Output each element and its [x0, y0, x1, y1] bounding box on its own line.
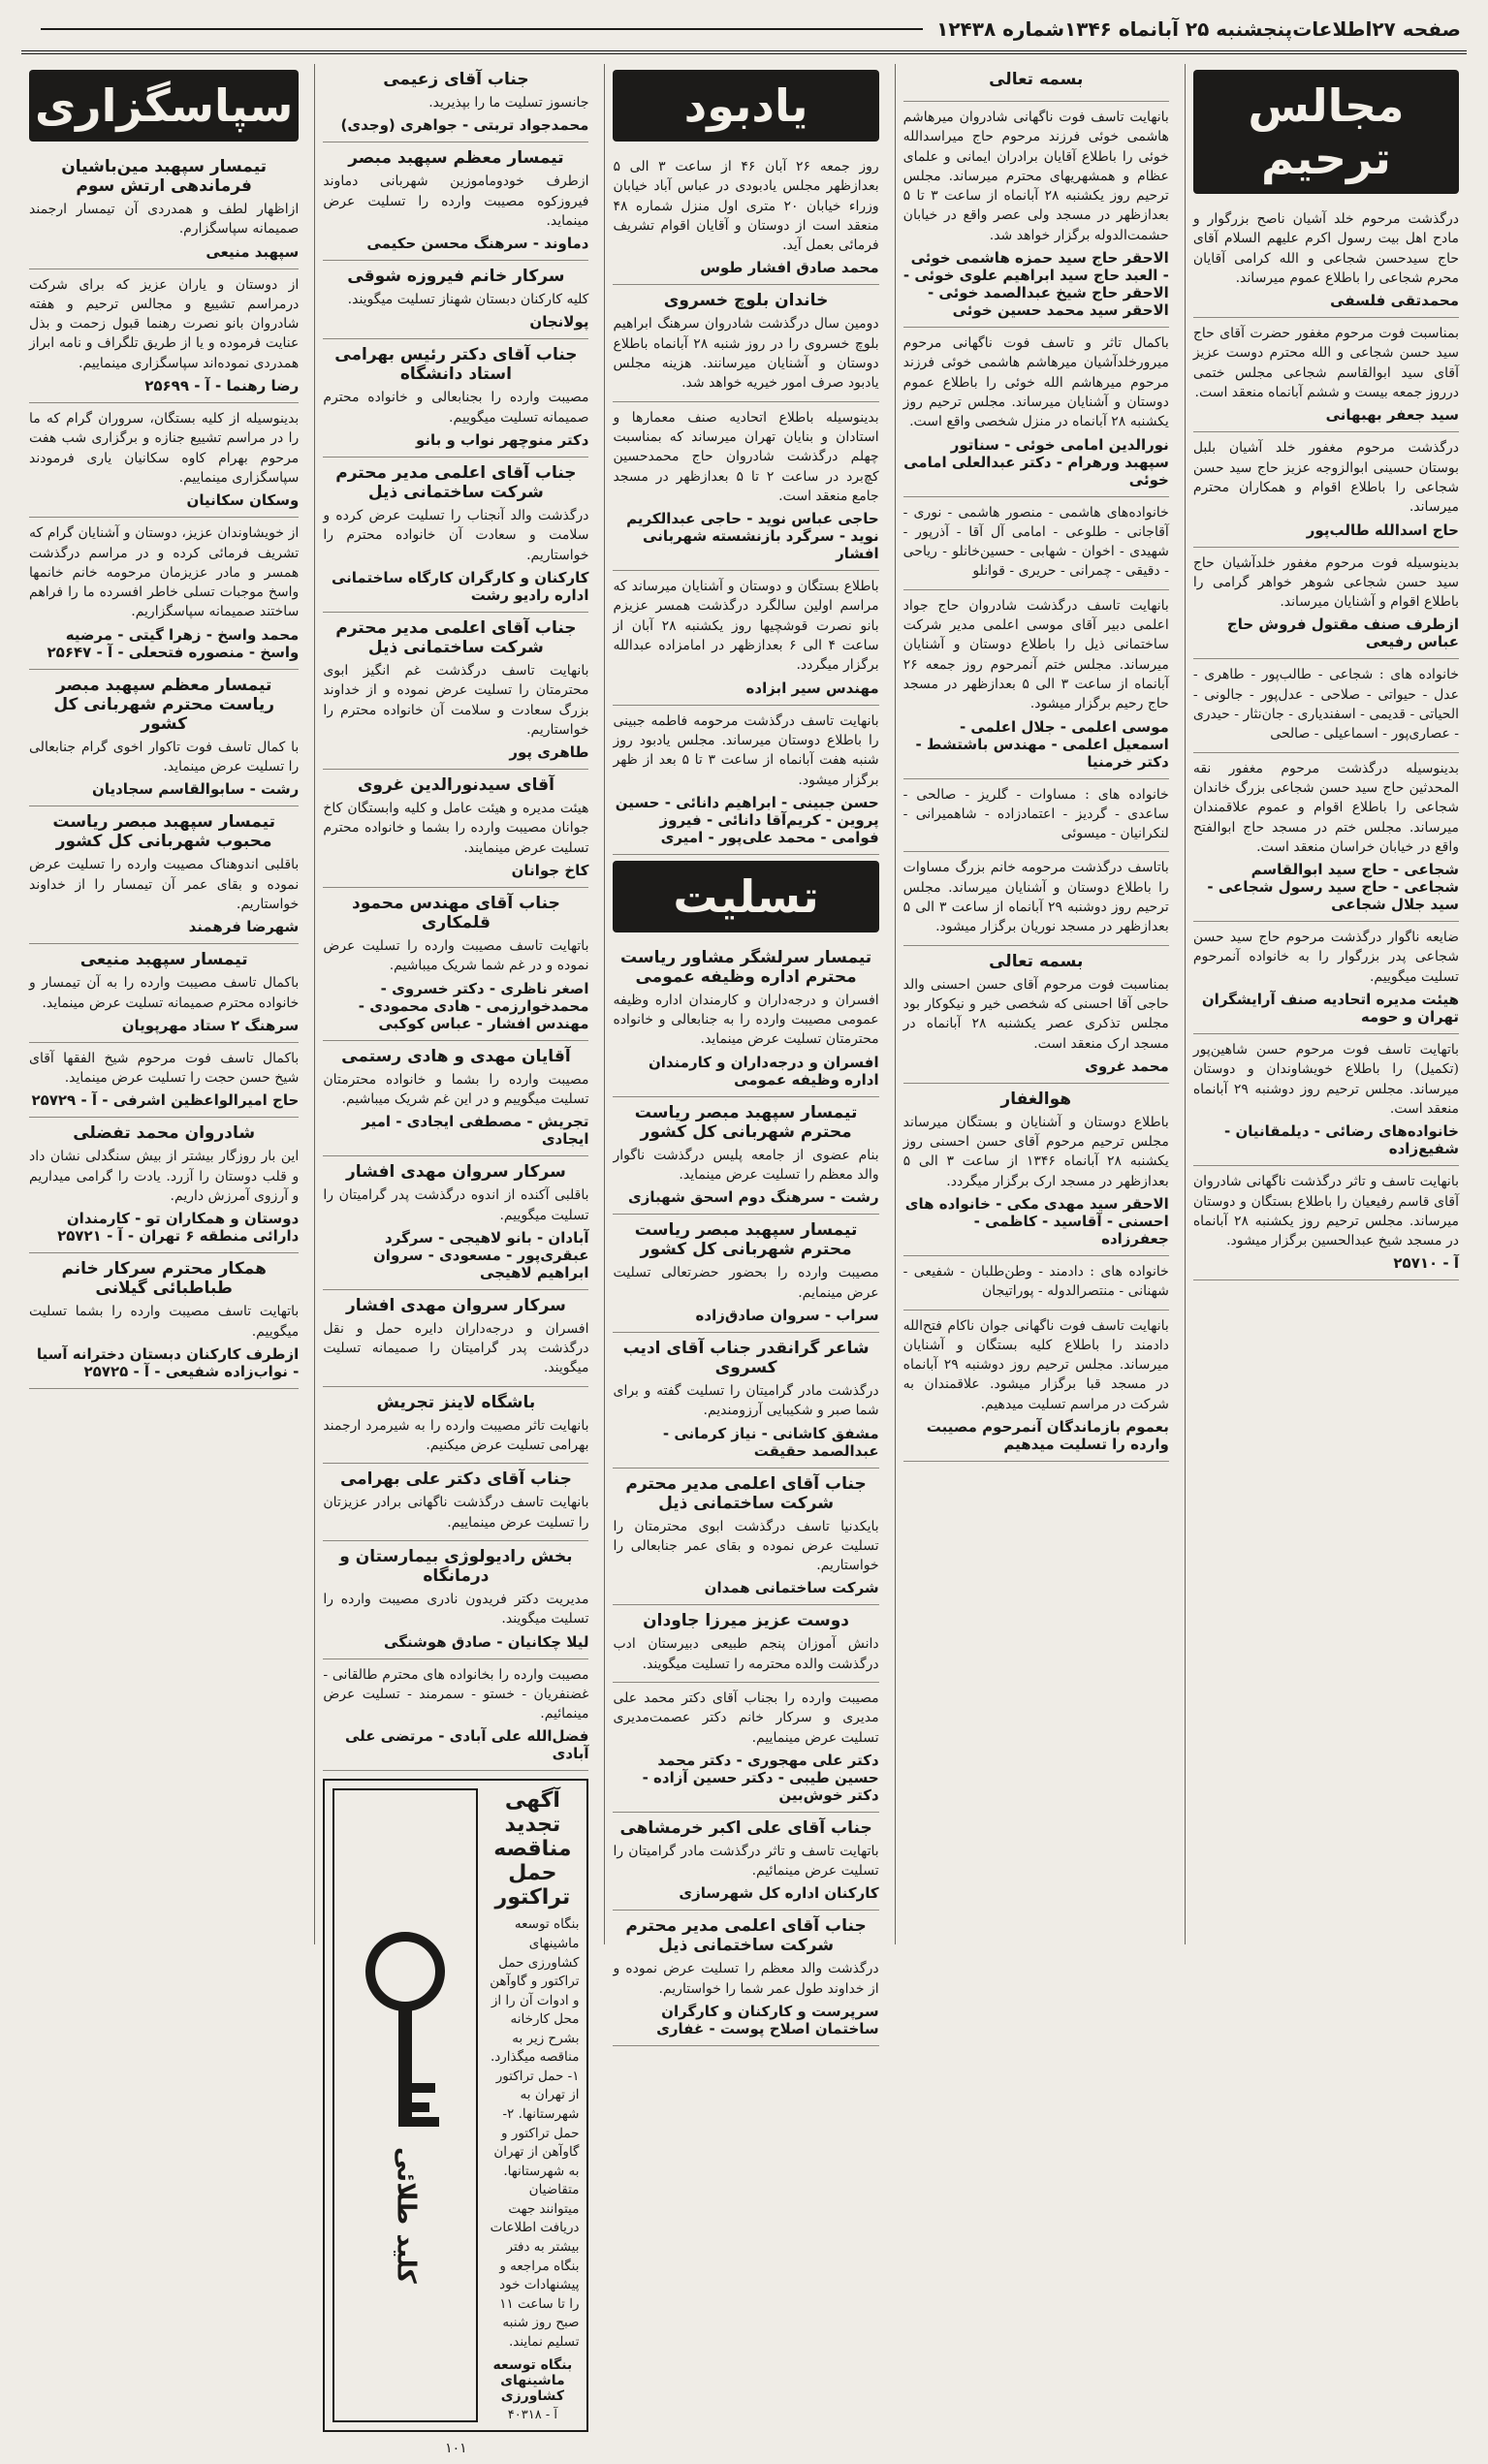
- tender-ad: [323, 1779, 588, 2432]
- notice-signature: حاج امیرالواعظین اشرفی - آ - ۲۵۷۲۹: [31, 1091, 300, 1110]
- notice-text: دانش آموزان پنجم طبیعی دبیرستان ادب درگذشت والده محترمه را تسلیت میگویند.: [613, 1636, 879, 1672]
- notice-signature: دوستان و همکاران تو - کارمندان دارائی منطقه ۶ تهران - آ - ۲۵۷۲۱: [57, 1210, 300, 1246]
- notice-text: درگذشت مادر گرامیتان را تسلیت گفته و برای شما صبر و شکیبایی آرزومندیم.: [613, 1382, 879, 1419]
- notice-text: باقلبی آکنده از اندوه درگذشت پدر گرامیتان را تسلیت میگوییم.: [323, 1187, 589, 1223]
- notice-text: باکمال تاثر و تاسف فوت ناگهانی مرحوم میرورخلدآشیان میرهاشم هاشمی خوئی فرزند مرحوم میرهاشم الله خوئی را باطلاع عموم دوستان و آشنایان میرساند. مجلس ترحیم روز یکشنبه ۲۸ آبانماه در منزل شخصی واقع است.: [902, 335, 1169, 430]
- notice-item: [1193, 753, 1459, 922]
- notice-title: آقایان مهدی و هادی رستمی: [341, 1046, 571, 1066]
- notice-text: مصیبت وارده را بجناب آقای دکتر محمد علی مدیری و سرکار خانم دکتر عصمت‌مدیری تسلیت عرض مینماییم.: [613, 1690, 879, 1746]
- notice-item: [903, 852, 1169, 945]
- notice-item: [903, 1256, 1169, 1311]
- notice-text: مدیریت دکتر فریدون نادری مصیبت وارده را تسلیت میگویند.: [323, 1591, 589, 1627]
- notice-signature: نورالدین امامی خوئی - سناتور سپهبد ورهرام - دکتر عبدالعلی امامی خوئی: [903, 435, 1169, 489]
- notice-item: [613, 151, 878, 285]
- notice-item: [1193, 922, 1459, 1034]
- notice-signature: سراب - سروان صادق‌زاده: [695, 1306, 879, 1324]
- notice-signature: مشفق کاشانی - نیاز کرمانی - عبدالصمد حقیقت: [662, 1424, 879, 1460]
- notice-text: ازاظهار لطف و همدردی آن تیمسار ارجمند صمیمانه سپاسگزارم.: [29, 202, 300, 237]
- notice-item: [323, 1464, 588, 1541]
- notice-text: ازطرف خودوماموزین شهربانی دماوند فیروزکوه مصیبت وارده را تسلیت عرض مینماید.: [323, 174, 589, 229]
- notice-text: مصیبت وارده را بشما و خانواده محترمتان تسلیت میگوییم و در این غم شریک میباشیم.: [323, 1071, 589, 1107]
- notice-text: بدینوسیله باطلاع اتحادیه صنف معمارها و استادان و بنایان تهران میرساند که بمناسبت چهلم درگذشت شادروان حاج محمدحسین کچ‌برد در ساعت ۲ تا ۵ بعدازظهر در مسجد جامع منعقد است.: [613, 409, 879, 504]
- notice-signature: پولانجان: [529, 313, 589, 332]
- notice-text: درگذشت مرحوم مغفور خلد آشیان بلبل بوستان حسینی ابوالزوجه عزیز حاج سید حسن شجاعی را باطلاع اقوام و همکاران محترم میرساند.: [1192, 440, 1459, 516]
- notice-item: [903, 497, 1169, 590]
- publication-name: اطلاعات: [1292, 17, 1373, 41]
- column-5: [21, 64, 306, 1944]
- top-rule: [21, 50, 1467, 54]
- page-number: صفحه ۲۷: [1372, 17, 1461, 41]
- c3-items: [613, 151, 878, 855]
- c4-items: [323, 64, 588, 1771]
- notice-text: جانسوز تسلیت ما را بپذیرید.: [428, 95, 589, 111]
- c2-items: [903, 102, 1169, 1462]
- notice-signature: سپهبد منیعی: [206, 242, 300, 261]
- notice-signature: وسکان سکانیان: [186, 491, 300, 510]
- notice-item: [613, 1333, 878, 1469]
- notice-signature: حاجی عباس نوید - حاجی عبدالکریم نوید - سرگرد بازنشسته شهربانی افشار: [626, 510, 879, 563]
- notice-text: افسران و درجه‌داران و کارمندان اداره وظیفه عمومی مصیبت وارده را به جنابعالی و خانواده محترمتان تسلیت عرض مینماید.: [613, 992, 879, 1048]
- notice-text: این بار روزگار بیشتر از بیش سنگدلی نشان داد و قلب دوستان را آزرد. یادت را گرامی میداریم و آرزوی آمرزش داریم.: [29, 1149, 300, 1205]
- notice-signature: رشت - سرهنگ دوم اسحق شهبازی: [628, 1188, 879, 1207]
- notice-item: [903, 779, 1169, 853]
- notice-title: جناب آقای اعلمی مدیر محترم شرکت ساختمانی ذیل: [625, 1916, 867, 1956]
- notice-item: [613, 1097, 878, 1216]
- notice-item: [323, 1290, 588, 1387]
- notice-text: بانهایت تاسف فوت ناگهانی جوان ناکام فتح‌الله دادمند را باطلاع کلیه بستگان و آشنایان میرساند. مجلس ترحیم روز دوشنبه ۲۹ آبانماه در مسجد قبا برگزار میشود. علاقمندان به شرکت در مراسم تسلیت میدهیم.: [902, 1317, 1169, 1412]
- notice-signature: محمد صادق افشار طوس: [700, 259, 879, 277]
- notice-title: جناب آقای مهندس محمود قلمکاری: [351, 894, 560, 933]
- tender-code: آ - ۴۰۳۱۸: [507, 2408, 557, 2423]
- notice-signature: بعموم بازماندگان آنمرحوم مصیبت وارده را تسلیت میدهیم: [926, 1418, 1169, 1454]
- notice-text: خانواده های : مساوات - گلریز - صالحی - ساعدی - گردیز - اعتمادزاده - شاهمیرانی - لنکرانیان - میسوئی: [902, 786, 1169, 842]
- column-4: [314, 64, 596, 2457]
- notice-text: مصیبت وارده را بحضور حضرتعالی تسلیت عرض مینمایم.: [613, 1265, 879, 1301]
- notice-text: باتهایت تاسف مصیبت وارده را بشما تسلیت میگوییم.: [29, 1304, 300, 1340]
- notice-title: بخش رادیولوژی بیمارستان و درمانگاه: [339, 1546, 573, 1586]
- notice-title: تیمسار معظم سپهبد مبصر ریاست محترم شهربانی کل کشور: [53, 675, 275, 734]
- notice-signature: رشت - سابوالقاسم سجادیان: [92, 780, 300, 799]
- notice-text: هیئت مدیره و هیئت عامل و کلیه وابستگان کاخ جوانان مصیبت وارده را بشما و خانواده محترم تسلیت عرض مینمایند.: [323, 801, 589, 856]
- notice-text: بمناسبت فوت مرحوم مغفور حضرت آقای حاج سید حسن شجاعی و الله محترم دوست عزیز آقای سید ابوالقاسم شجاعی مجلس ختمی درروز جمعه بیست و ششم آبانماه منعقد است.: [1192, 326, 1459, 401]
- notice-text: باتهایت تاسف مصیبت وارده را تسلیت عرض نموده و در غم شما شریک میباشیم.: [323, 938, 589, 974]
- notice-item: [903, 1311, 1169, 1462]
- notice-signature: موسی اعلمی - جلال اعلمی - اسمعیل اعلمی - مهندس باشتشط - دکتر خرمنیا: [915, 717, 1169, 771]
- notice-item: [613, 942, 878, 1097]
- notice-item: [29, 944, 299, 1043]
- notice-item: [29, 403, 299, 518]
- notice-title: سرکار خانم فیروزه شوقی: [347, 267, 565, 287]
- masthead-rule: [41, 28, 923, 30]
- notice-signature: محمدجواد تربتی - جواهری (وجدی): [340, 116, 589, 135]
- notice-signature: محمد واسخ - زهرا گیتی - مرضیه واسخ - منصوره فتحعلی - آ - ۲۵۶۴۷: [47, 625, 300, 661]
- notice-text: بانهایت تاسف درگذشت غم انگیز ابوی محترمتان را تسلیت عرض نموده و از خداوند بزرگ سعادت و سلامت آن خانواده محترم را خواستاریم.: [323, 662, 589, 738]
- notice-title: آقای سیدنورالدین غروی: [357, 775, 554, 796]
- notice-text: باتهایت تاسف و تاثر درگذشت مادر گرامیتان را تسلیت عرض مینمائیم.: [613, 1843, 879, 1880]
- notice-item: [1193, 432, 1459, 547]
- notice-signature: طاهری پور: [509, 743, 589, 762]
- notice-signature: الاحقر سید مهدی مکی - خانواده های احسنی - آقاسید - کاظمی - جعفرزاده: [904, 1194, 1169, 1248]
- notice-item: [613, 1911, 878, 2046]
- notice-title: جناب آقای دکتر رئیس بهرامی استاد دانشگاه: [334, 345, 578, 385]
- notice-item: [323, 458, 588, 613]
- notice-text: مصیبت وارده را بجنابعالی و خانواده محترم صمیمانه تسلیت میگوییم.: [323, 390, 589, 426]
- tender-text-block: [486, 1788, 579, 2422]
- notice-title: دوست عزیز میرزا جاودان: [643, 1611, 849, 1631]
- notice-item: [29, 269, 299, 403]
- notice-signature: شجاعی - حاج سید ابوالقاسم شجاعی - حاج سید رسول شجاعی - سید جلال شجاعی: [1207, 861, 1459, 914]
- notice-item: [323, 261, 588, 339]
- notice-signature: محمد غروی: [1085, 1057, 1169, 1075]
- notice-signature: حسن جبینی - ابراهیم دانائی - حسین پروین - کریم‌آقا دانائی - فیروز فوامی - محمد علی‌پور - امیری: [615, 793, 879, 846]
- notice-text: بایکدنیا تاسف درگذشت ابوی محترمتان را تسلیت عرض نموده و بقای عمر جنابعالی را خواستاریم.: [613, 1518, 879, 1574]
- notice-text: افسران و درجه‌داران دایره حمل و نقل درگذشت پدر گرامیتان را صمیمانه تسلیت میگویند.: [323, 1320, 589, 1376]
- notice-title: هوالغفار: [1000, 1089, 1072, 1109]
- notice-item: [613, 402, 878, 571]
- notice-title: جناب آقای اعلمی مدیر محترم شرکت ساختمانی ذیل: [625, 1473, 867, 1513]
- tender-body: بنگاه توسعه ماشینهای کشاورزی حمل تراکتور و گاوآهن و ادوات آن را از محل کارخانه بشرح زیر به مناقصه میگذارد. ۱- حمل تراکتور از تهران به شهرستانها. ۲- حمل تراکتور و گاوآهن از تهران به شهرستانها. متقاضیان میتوانند جهت دریافت اطلاعات بیشتر به دفتر بنگاه مراجعه و پیشنهادات خود را تا ساعت ۱۱ صبح روز شنبه تسلیم نمایند.: [490, 1916, 580, 2350]
- notice-item: [1193, 204, 1459, 318]
- notice-item: [29, 1118, 299, 1253]
- notice-signature: ازطرف صنف مقتول فروش حاج عباس رفیعی: [1226, 616, 1459, 651]
- notice-item: [323, 888, 588, 1041]
- notice-signature: کاخ جوانان: [511, 862, 589, 880]
- notice-text: دومین سال درگذشت شادروان سرهنگ ابراهیم بلوچ خسروی را در روز شنبه ۲۸ آبانماه باطلاع دوستان و آشنایان میرسانند. هزینه مجلس یادبود صرف امور خیریه خواهد شد.: [613, 316, 879, 392]
- notice-item: [29, 1253, 299, 1389]
- date-line: پنجشنبه ۲۵ آبانماه ۱۳۴۶: [1064, 17, 1293, 41]
- notice-title: تیمسار سپهبد مبصر ریاست محبوب شهربانی کل کشور: [52, 812, 275, 852]
- notice-title: باشگاه لاینز تجریش: [376, 1392, 536, 1412]
- notice-item: [323, 142, 588, 261]
- notice-text: با کمال تاسف فوت تاکوار اخوی گرام جنابعالی را تسلیت عرض مینماید.: [29, 739, 300, 775]
- notice-text: بدینوسیله درگذشت مرحوم مغفور نقه المحدثین حاج سید حسن شجاعی بزرگ خاندان شجاعی را باطلاع اقوام و عموم علاقمندان میرساند. مجلس ختم در مسجد حاج ابوالفتح واقع در خیابان خراسان منعقد است.: [1192, 760, 1459, 855]
- notice-text: باتاسف درگذشت مرحومه خانم بزرگ مساوات را باطلاع دوستان و آشنایان میرساند. مجلس ترحیم روز دوشنبه ۲۹ آبانماه از ساعت ۳ الی ۵ بعدازظهر در مسجد نوریان برگزار میشود.: [902, 860, 1169, 935]
- notice-signature: سرپرست و کارکنان و کارگران ساختمان اصلاح پوست - غفاری: [656, 2003, 879, 2038]
- columns-grid: [21, 64, 1467, 2457]
- column-1: [1185, 64, 1467, 1944]
- notice-item: [323, 1659, 588, 1772]
- notice-text: درگذشت والد آنجناب را تسلیت عرض کرده و سلامت و سعادت آن خانواده محترم را خواستاریم.: [323, 508, 589, 563]
- notice-item: [29, 151, 299, 269]
- notice-title: تیمسار معظم سپهبد مبصر: [348, 148, 564, 169]
- notice-text: درگذشت والد معظم را تسلیت عرض نموده و از خداوند طول عمر شما را خواستاریم.: [613, 1961, 879, 1997]
- notice-item: [1193, 318, 1459, 432]
- notice-item: [613, 1813, 878, 1911]
- notice-signature: آ - ۲۵۷۱۰: [1393, 1254, 1459, 1273]
- notice-title: شاعر گرانقدر جناب آقای ادیب کسروی: [622, 1338, 870, 1377]
- notice-item: [29, 1043, 299, 1119]
- notice-text: بنام عضوی از جامعه پلیس درگذشت ناگوار والد معظم را تسلیت عرض مینماید.: [613, 1147, 879, 1184]
- footer-number: [323, 2432, 588, 2464]
- notice-signature: مهندس سیر ابزاده: [745, 679, 879, 697]
- notice-text: باطلاع دوستان و آشنایان و بستگان میرساند مجلس ترحیم مرحوم آقای حسن احسنی روز یکشنبه ۲۸ آبانماه ۱۳۴۶ از ساعت ۳ الی ۵ بعدازظهر در مسجد ارک برگزار میگردد.: [902, 1114, 1169, 1189]
- notice-item: [613, 1469, 878, 1606]
- notice-item: [903, 102, 1169, 328]
- notice-item: [903, 1084, 1169, 1256]
- notice-title: تیمسار سپهبد مبصر ریاست محترم شهربانی کل کشور: [634, 1102, 858, 1142]
- notice-signature: هیئت مدیره اتحادیه صنف آرایشگران تهران و حومه: [1201, 991, 1459, 1027]
- notice-item: [29, 518, 299, 669]
- notice-title: بسمه تعالی: [989, 951, 1084, 971]
- notice-item: [613, 1683, 878, 1813]
- column-2-header: بسمه تعالی: [903, 64, 1169, 102]
- section-banner-memorial: یادبود: [613, 70, 878, 142]
- notice-title: سرکار سروان مهدی افشار: [345, 1162, 566, 1183]
- notice-text: بانهایت تاسف درگذشت شادروان حاج جواد اعلمی دبیر آقای موسی اعلمی مدیر شرکت ساختمانی ذیل را باطلاع دوستان و آشنایان میرساند. مجلس ختم آنمرحوم روز جمعه ۲۶ آبانماه از ساعت ۳ الی ۵ بعدازظهر در مسجد حاج رحیم برگزار میشود.: [902, 597, 1169, 712]
- notice-text: باقلبی اندوهناک مصیبت وارده را تسلیت عرض نموده و بقای عمر آن تیمسار را از خداوند خواستاریم.: [29, 857, 300, 912]
- notice-signature: فضل‌الله علی آبادی - مرتضی علی آبادی: [345, 1727, 589, 1763]
- notice-text: باطلاع بستگان و دوستان و آشنایان میرساند که مراسم اولین سالگرد درگذشت همسر عزیزم بانو نصرت قوشچیها روز یکشنبه ۲۸ آبان از ساعت ۴ الی ۶ بعدازظهر در امامزاده عبدالله برگزار میگردد.: [613, 579, 879, 674]
- notice-signature: سرهنگ ۲ ستاد مهرپویان: [121, 1016, 300, 1034]
- notice-text: بدینوسیله فوت مرحوم مغفور خلدآشیان حاج سید حسن شجاعی شوهر خواهر گرامی را باطلاع اقوام و آشنایان میرساند.: [1192, 554, 1459, 611]
- notice-item: [1193, 659, 1459, 752]
- notice-title: سرکار سروان مهدی افشار: [345, 1295, 566, 1315]
- notice-title: تیمسار سپهبد مین‌باشیان فرماندهی ارتش سوم: [61, 157, 268, 196]
- notice-signature: لیلا چکانیان - صادق هوشنگی: [384, 1632, 589, 1651]
- notice-title: خاندان بلوچ خسروی: [663, 291, 829, 311]
- notice-signature: اصغر ناظری - دکتر خسروی - محمدخوارزمی - هادی محمودی - مهندس افشار - عباس کوکبی: [358, 979, 589, 1032]
- notice-text: درگذشت مرحوم خلد آشیان ناصح بزرگوار و مادح اهل بیت رسول اکرم علیهم السلام آقای حاج سیدحسن شجاعی و الله کرامی آقایان محرم شجاعی را باطلاع عموم میرساند.: [1192, 211, 1459, 286]
- notice-signature: دکتر منوچهر نواب و بانو: [415, 431, 589, 450]
- notice-text: بدینوسیله از کلیه بستگان، سروران گرام که ما را در مراسم تشییع جنازه و برگزاری شب هفت مرحوم بهرام کاوه سکانیان یاری فرمودند سپاسگزاری مینماییم.: [29, 411, 300, 486]
- key-ad-wordmark: کلید طلائی: [391, 2147, 421, 2284]
- footer-number-text: ۱۰۱: [445, 2441, 467, 2457]
- notice-signature: شهرضا فرهمند: [188, 918, 300, 936]
- notice-item: [1193, 548, 1459, 660]
- notice-item: [613, 571, 878, 705]
- notice-item: [323, 1387, 588, 1465]
- section-banner-condolence-gatherings: مجالس ترحیم: [1193, 70, 1459, 194]
- notice-title: تیمسار سپهبد منیعی: [79, 950, 248, 970]
- notice-signature: دماوند - سرهنگ محسن حکیمی: [366, 235, 589, 253]
- notice-title: جناب آقای اعلمی مدیر محترم شرکت ساختمانی ذیل: [335, 617, 577, 657]
- notice-signature: آبادان - بانو لاهیجی - سرگرد عبقری‌پور - مسعودی - سروان ابراهیم لاهیجی: [373, 1228, 589, 1281]
- notice-item: [613, 285, 878, 401]
- notice-signature: سید جعفر بهبهانی: [1325, 406, 1459, 425]
- notice-text: بانهایت تاسف درگذشت ناگهانی برادر عزیزتان را تسلیت عرض مینماییم.: [323, 1495, 589, 1531]
- notice-text: باتهایت تاسف فوت مرحوم حسن شاهین‌پور (تکمیل) را باطلاع خویشاوندان و دوستان میرساند. مجلس ترحیم روز دوشنبه ۲۹ آبانماه منعقد است.: [1192, 1042, 1460, 1117]
- notice-item: [323, 1156, 588, 1290]
- notice-text: بانهایت تاسف فوت ناگهانی شادروان میرهاشم هاشمی خوئی فرزند مرحوم حاج میراسدالله خوئی را باطلاع آقایان برادران ایمانی و علمای عظام و همشهریهای محترم میرساند. مجلس ترحیم روز یکشنبه ۲۸ آبانماه از ساعت ۳ تا ۵ بعدازظهر در مسجد ولی عصر واقع در خیابان حشمت‌الدوله برگزار خواهد شد.: [902, 110, 1169, 243]
- notice-text: باکمال تاسف فوت مرحوم شیخ الفقها آقای شیخ حسن حجت را تسلیت عرض مینماید.: [29, 1050, 300, 1087]
- tender-title: آگهی تجدید مناقصه حمل تراکتور: [493, 1788, 572, 1911]
- notice-text: کلیه کارکنان دبستان شهناز تسلیت میگویند.: [347, 292, 589, 308]
- notice-signature: تجریش - مصطفی ایجادی - امیر ایجادی: [362, 1113, 589, 1149]
- notice-text: از خویشاوندان عزیز، دوستان و آشنایان گرام که تشریف فرمائی کرده و در مراسم درگذشت همسر و مادر عزیزمان مرحومه خانم خانمها واسخ موجبات تسلی خاطر افسرده ما را فراهم ساختند صمیمانه سپاسگزاریم.: [29, 525, 300, 620]
- notice-item: [613, 706, 878, 855]
- notice-item: [323, 613, 588, 770]
- notice-text: باکمال تاسف مصیبت وارده را به آن تیمسار و خانواده محترم صمیمانه تسلیت عرض مینماید.: [29, 975, 300, 1011]
- notice-title: همکار محترم سرکار خانم طباطبائی گیلانی: [61, 1259, 267, 1299]
- key-icon: [352, 1928, 459, 2141]
- c3-items2: [613, 942, 878, 2046]
- notice-title: جناب آقای اعلمی مدیر محترم شرکت ساختمانی ذیل: [335, 463, 577, 503]
- notice-title: شادروان محمد تفضلی: [73, 1123, 256, 1144]
- key-advertisement: [332, 1788, 478, 2422]
- section-banner-condolence: تسلیت: [613, 861, 878, 932]
- notice-signature: ازطرف کارکنان دبستان دخترانه آسیا - نواب‌زاده شفیعی - آ - ۲۵۷۲۵: [36, 1344, 300, 1380]
- c1-items: [1193, 204, 1459, 1280]
- notice-title: جناب آقای زعیمی: [383, 70, 529, 89]
- notice-item: [613, 1605, 878, 1683]
- notice-text: مصیبت وارده را بخانواده های محترم طالقانی - غضنفریان - خستو - سمرمند - تسلیت عرض مینمائیم.: [323, 1666, 589, 1722]
- column-2: [895, 64, 1177, 1944]
- notice-title: جناب آقای علی اکبر خرمشاهی: [619, 1817, 872, 1838]
- notice-text: روز جمعه ۲۶ آبان ۴۶ از ساعت ۳ الی ۵ بعدازظهر مجلس یادبودی در عباس آباد خیابان وزراء خیابان ۲۰ متری اول منزل شماره ۴۸ منعقد است از دوستان و آقایان اقوام تشریف فرمائی بعمل آید.: [613, 159, 879, 254]
- notice-signature: رضا رهنما - آ - ۲۵۶۹۹: [144, 377, 300, 395]
- notice-signature: کارکنان و کارگران کارگاه ساختمانی اداره رادیو رشت: [331, 568, 589, 604]
- notice-item: [903, 590, 1169, 779]
- notice-title: تیمسار سپهبد مبصر ریاست محترم شهربانی کل کشور: [634, 1220, 858, 1260]
- notice-text: ضایعه ناگوار درگذشت مرحوم حاج سید حسن شجاعی پدر بزرگوار را به خانواده آنمرحوم تسلیت میگوییم.: [1192, 930, 1459, 985]
- notice-item: [323, 64, 588, 142]
- c5-items: [29, 151, 299, 1389]
- column-3: [604, 64, 886, 2038]
- notice-item: [1193, 1034, 1459, 1166]
- notice-item: [323, 339, 588, 458]
- section-banner-acknowledgement: سپاسگزاری: [29, 70, 299, 142]
- notice-item: [29, 670, 299, 807]
- notice-text: بانهایت تاسف درگذشت مرحومه فاطمه جبینی را باطلاع دوستان میرساند. مجلس یادبود روز شنبه هفت آبانماه از ساعت ۳ تا ۵ بعد از ظهر برگزار میشود.: [613, 712, 879, 788]
- notice-signature: کارکنان اداره کل شهرسازی: [679, 1884, 879, 1903]
- notice-item: [1193, 1166, 1459, 1280]
- notice-item: [323, 1041, 588, 1157]
- notice-text: از دوستان و یاران عزیز که برای شرکت درمراسم تشییع و مجالس ترحیم و هفته شادروان بانو نصرت رهنما قبول زحمت و بذل عنایت فرموده و یا از طریق تلگراف و نامه ابراز همدردی نموده‌اند سپاسگزاری مینماییم.: [29, 276, 300, 371]
- notice-signature: محمدتقی فلسفی: [1330, 292, 1459, 310]
- notice-item: [323, 770, 588, 888]
- notice-item: [903, 946, 1169, 1084]
- notice-text: خانواده های : دادمند - وطن‌طلبان - شفیعی - شهنانی - منتصرالدوله - پوراتیجان: [902, 1263, 1169, 1300]
- notice-text: بمناسبت فوت مرحوم آقای حسن احسنی والد حاجی آقا احسنی که شخصی خیر و نیکوکار بود مجلس تذکری عصر یکشنبه ۲۸ آبانماه در مسجد ارک منعقد است.: [902, 976, 1169, 1052]
- notice-signature: دکتر علی مهجوری - دکتر محمد حسین طیبی - دکتر حسین آزاده - دکتر خوش‌بین: [642, 1751, 879, 1804]
- notice-signature: الاحقر حاج سید حمزه هاشمی خوئی - العبد حاج سید ابراهیم علوی خوئی - الاحقر حاج شیخ عبدالصمد خوئی - الاحقر سید محمد حسین خوئی: [902, 249, 1169, 320]
- notice-text: بانهایت تاثر مصیبت وارده را به شیرمرد ارجمند بهرامی تسلیت عرض میکنیم.: [323, 1417, 589, 1454]
- notice-title: جناب آقای دکتر علی بهرامی: [339, 1469, 572, 1490]
- notice-signature: شرکت ساختمانی همدان: [704, 1579, 879, 1597]
- notice-title: تیمسار سرلشگر مشاور ریاست محترم اداره وظیفه عمومی: [619, 947, 872, 987]
- notice-text: خانواده‌های هاشمی - منصور هاشمی - نوری - آقاجانی - طلوعی - امامی آل آقا - آذرپور - شهیدی - اخوان - شهابی - حسین‌خانلو - ریاحی - دقیقی - چمرانی - حریری - قوانلو: [902, 504, 1169, 580]
- notice-signature: خانواده‌های رضائی - دیلمقانیان - شفیع‌زاده: [1224, 1122, 1459, 1158]
- notice-item: [29, 806, 299, 944]
- issue-number: شماره ۱۲۴۳۸: [936, 17, 1065, 41]
- notice-text: خانواده های : شجاعی - طالب‌پور - طاهری - عدل - حیواتی - صلاحی - عدل‌پور - جالونی - الحیاتی - قدیمی - اسفندیاری - جان‌نثار - حیدری - عصاری‌پور - اسماعیلی - صالحی: [1192, 667, 1459, 742]
- notice-text: بانهایت تاسف و تاثر درگذشت ناگهانی شادروان آقای قاسم رفیعیان را باطلاع بستگان و دوستان میرساند. مجلس ترحیم روز یکشنبه ۲۸ آبانماه در مسجد شیخ عبدالحسین برگزار میشود.: [1192, 1174, 1459, 1249]
- notice-item: [903, 328, 1169, 496]
- notice-signature: افسران و درجه‌داران و کارمندان اداره وظیفه عمومی: [648, 1053, 879, 1089]
- notice-item: [613, 1215, 878, 1333]
- notice-item: [323, 1541, 588, 1659]
- tender-signature: بنگاه توسعه ماشینهای کشاورزی: [492, 2357, 573, 2405]
- notice-signature: حاج اسدالله طالب‌پور: [1306, 521, 1459, 539]
- masthead: [21, 17, 1467, 50]
